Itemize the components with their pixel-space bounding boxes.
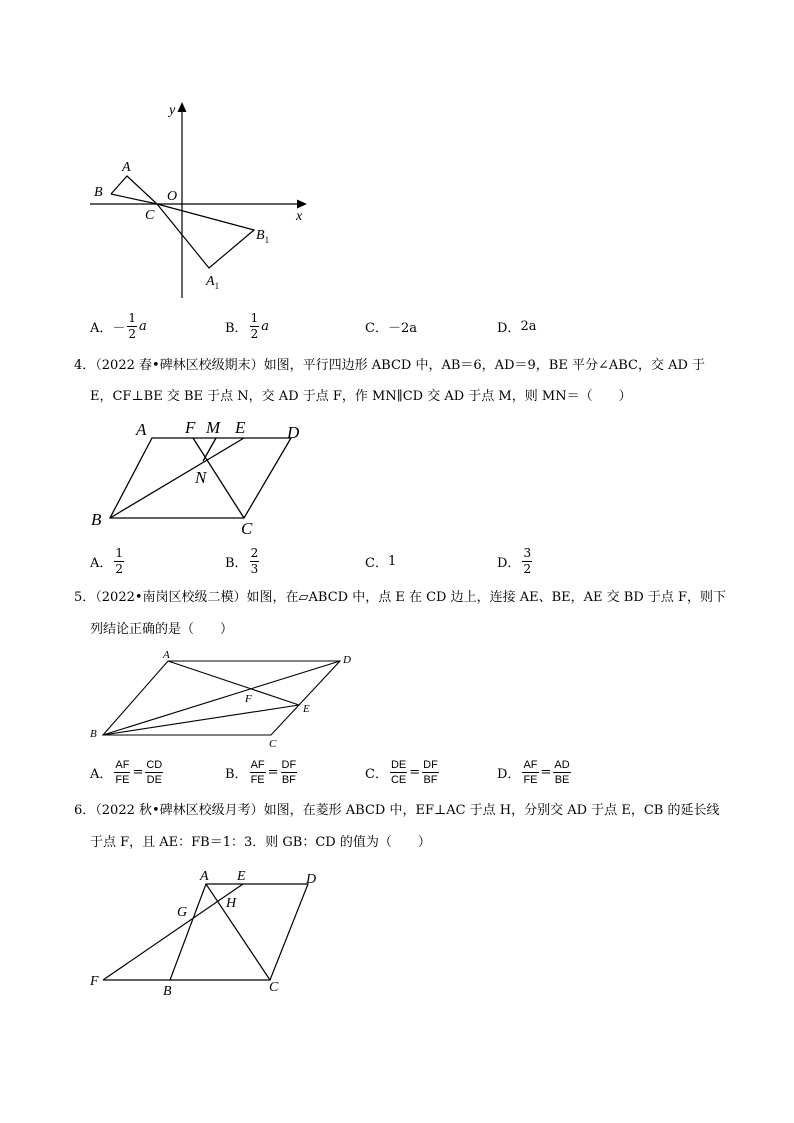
- q5-options: [90, 752, 650, 792]
- option-label: C．: [365, 320, 388, 336]
- label-g: G: [177, 905, 188, 920]
- q4-options: [90, 541, 650, 581]
- q3-option-c[interactable]: [365, 306, 417, 346]
- option-text: 1: [387, 553, 397, 569]
- label-c: C: [269, 738, 277, 750]
- label-h: H: [226, 896, 237, 911]
- label-d: D: [343, 654, 351, 666]
- fraction: $\frac{DE}{CE}$: [390, 758, 407, 786]
- q5-text-line2: 列结论正确的是（ ）: [90, 622, 234, 637]
- q4-option-a[interactable]: [90, 541, 126, 581]
- option-var: a: [139, 318, 147, 334]
- label-a: A: [163, 649, 170, 661]
- option-label: D．: [497, 555, 521, 571]
- label-e: E: [235, 418, 246, 437]
- option-label: C．: [365, 555, 388, 571]
- option-label: A．: [90, 555, 113, 571]
- option-sign: －: [112, 320, 126, 336]
- label-c: C: [241, 519, 253, 538]
- label-f: F: [90, 974, 99, 989]
- triangle-abc: [111, 176, 157, 204]
- fraction: $\frac{1}{2}$: [250, 310, 259, 341]
- label-b: B: [94, 185, 103, 200]
- q5-option-a[interactable]: [90, 752, 165, 792]
- q5-option-c[interactable]: [365, 752, 441, 792]
- label-n: N: [195, 468, 207, 487]
- equals-sign: =: [132, 764, 144, 780]
- fraction: $\frac{1}{2}$: [128, 310, 137, 341]
- x-axis-arrow-icon: [297, 200, 307, 209]
- rhombus-abcd: [170, 884, 308, 980]
- label-a: A: [136, 420, 147, 439]
- q6-figure: [85, 862, 335, 1002]
- diagonal-ac: [206, 884, 270, 980]
- segment-be: [110, 438, 244, 518]
- q5-option-d[interactable]: [497, 752, 573, 792]
- fraction: $\frac{AD}{BE}$: [554, 758, 570, 786]
- q4-text-line1: 4．（2022 春•碑林区校级期末）如图，平行四边形 ABCD 中，AB＝6，AD＝9，BE 平分∠ABC，交 AD 于: [74, 358, 706, 373]
- q5-text-line1: 5．（2022•南岗区校级二模）如图，在▱ABCD 中，点 E 在 CD 边上，连接 AE、BE，AE 交 BD 于点 F，则下: [74, 590, 727, 605]
- fraction: $\frac{AF}{FE}$: [250, 758, 265, 786]
- option-label: D．: [497, 766, 521, 782]
- segment-ae: [168, 661, 299, 705]
- equals-sign: =: [409, 764, 421, 780]
- label-f: F: [245, 693, 252, 705]
- q4-text-line2: E，CF⊥BE 交 BE 于点 N，交 AD 于点 F，作 MN∥CD 交 AD 于点 M，则 MN＝（ ）: [90, 389, 632, 404]
- fraction: $\frac{AF}{FE}$: [523, 758, 538, 786]
- segment-be: [103, 705, 299, 735]
- triangle-a1b1c: [157, 204, 254, 268]
- q4-figure: [85, 415, 325, 540]
- fraction: $\frac{AF}{FE}$: [115, 758, 130, 786]
- q3-option-d[interactable]: [497, 306, 536, 346]
- equals-sign: =: [540, 764, 552, 780]
- fraction: $\frac{DF}{BF}$: [423, 758, 438, 786]
- q6-text-line2: 于点 F，且 AE：FB＝1：3．则 GB：CD 的值为（ ）: [90, 835, 431, 850]
- segment-mn: [203, 438, 216, 461]
- label-a: A: [200, 869, 209, 884]
- label-c: C: [145, 208, 155, 223]
- label-a: A: [122, 160, 131, 175]
- fraction: $\frac{CD}{DE}$: [146, 758, 163, 786]
- option-label: D．: [497, 320, 521, 336]
- label-f: F: [185, 418, 196, 437]
- label-a1: $A_1$: [206, 274, 220, 291]
- option-label: B．: [225, 766, 248, 782]
- q3-figure: [85, 98, 315, 303]
- label-o: O: [167, 189, 178, 204]
- q5-option-b[interactable]: [225, 752, 299, 792]
- option-text: 2a: [520, 318, 537, 334]
- label-x: x: [296, 209, 303, 224]
- label-b: B: [91, 510, 102, 529]
- label-y: y: [169, 103, 176, 118]
- diagonal-bd: [103, 661, 340, 735]
- label-e: E: [303, 703, 310, 715]
- fraction: $\frac{DF}{BF}$: [281, 758, 297, 786]
- option-label: A．: [90, 766, 113, 782]
- q3-option-a[interactable]: [90, 306, 147, 346]
- label-b: B: [90, 728, 97, 740]
- q3-option-b[interactable]: [225, 306, 269, 346]
- y-axis-arrow-icon: [178, 102, 187, 112]
- segment-fe: [103, 884, 243, 980]
- q6-text-line1: 6．（2022 秋•碑林区校级月考）如图，在菱形 ABCD 中，EF⊥AC 于点 H，分别交 AD 于点 E，CB 的延长线: [74, 803, 720, 818]
- q4-option-b[interactable]: [225, 541, 261, 581]
- q4-option-c[interactable]: [365, 541, 396, 581]
- fraction: $\frac{1}{2}$: [115, 545, 124, 576]
- label-d: D: [306, 872, 317, 887]
- label-e: E: [237, 869, 246, 884]
- option-var: a: [261, 318, 269, 334]
- option-label: A．: [90, 320, 113, 336]
- label-b1: $B_1$: [256, 228, 270, 245]
- option-label: C．: [365, 766, 388, 782]
- option-label: B．: [225, 320, 248, 336]
- equals-sign: =: [267, 764, 279, 780]
- label-c: C: [269, 980, 279, 995]
- fraction: $\frac{2}{3}$: [250, 545, 259, 576]
- label-b: B: [163, 984, 172, 999]
- label-d: D: [287, 423, 300, 442]
- q4-option-d[interactable]: [497, 541, 534, 581]
- option-text: －2a: [387, 320, 417, 336]
- label-m: M: [206, 418, 221, 437]
- q3-options: [90, 306, 650, 346]
- option-label: B．: [225, 555, 248, 571]
- q5-figure: [85, 645, 360, 755]
- fraction: $\frac{3}{2}$: [523, 545, 532, 576]
